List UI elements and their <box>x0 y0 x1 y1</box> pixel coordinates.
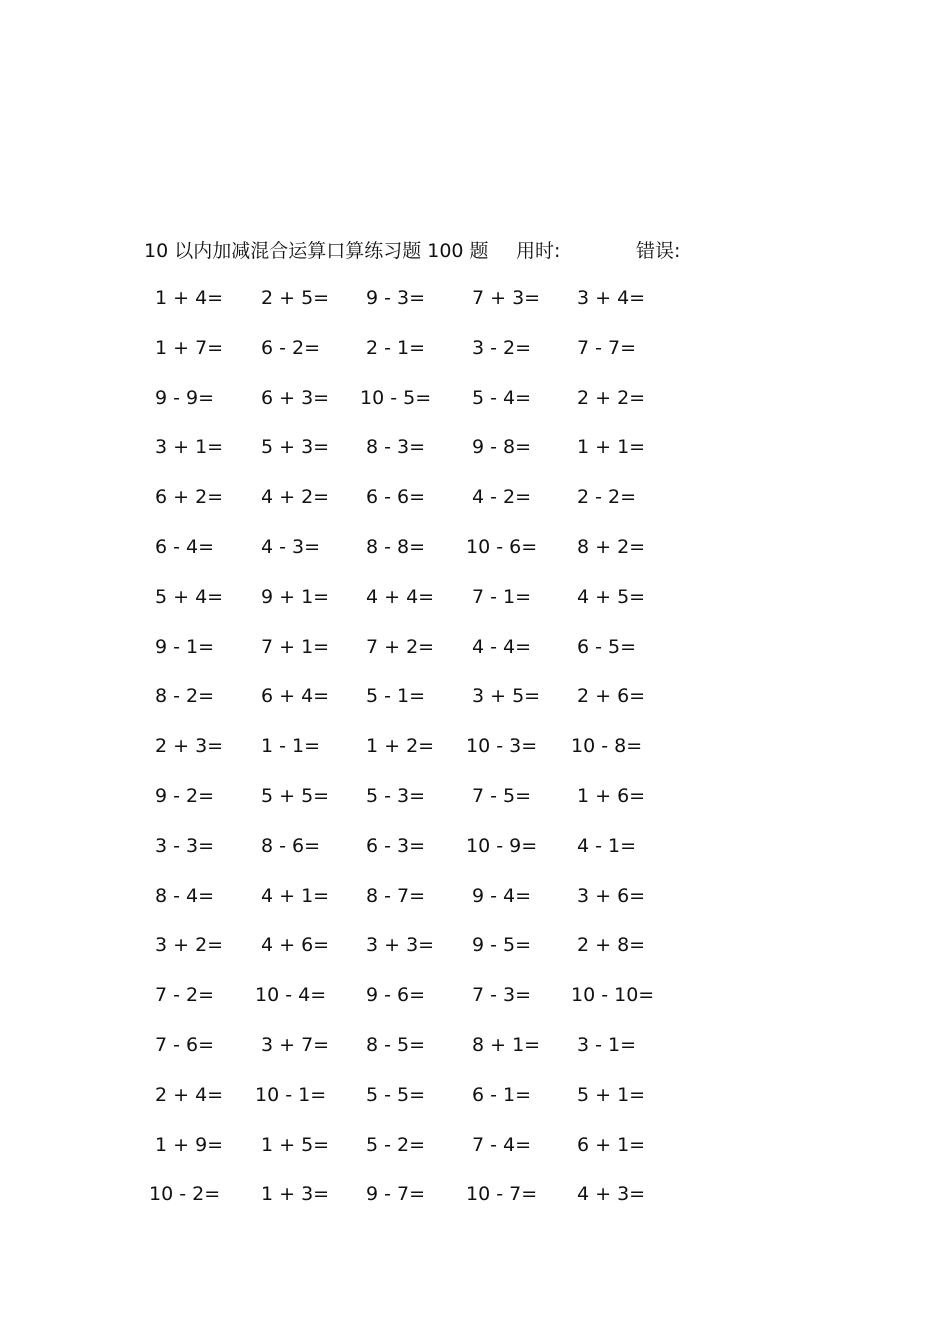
time-used-label: 用时: <box>516 240 561 262</box>
arithmetic-problem: 4 - 3= <box>261 535 321 558</box>
arithmetic-problem: 1 + 2= <box>366 735 435 758</box>
arithmetic-problem: 2 - 1= <box>366 336 426 359</box>
arithmetic-problem: 6 + 4= <box>261 685 330 708</box>
arithmetic-problem: 7 - 5= <box>472 784 532 807</box>
arithmetic-problem: 2 + 6= <box>577 685 646 708</box>
arithmetic-problem: 5 + 1= <box>577 1083 646 1106</box>
arithmetic-problem: 4 + 5= <box>577 585 646 608</box>
arithmetic-problem: 5 - 3= <box>366 784 426 807</box>
arithmetic-problem: 1 + 7= <box>155 336 224 359</box>
arithmetic-problem: 3 + 5= <box>472 685 541 708</box>
arithmetic-problem: 2 - 2= <box>577 486 637 509</box>
arithmetic-problem: 9 - 7= <box>366 1183 426 1206</box>
errors-label: 错误: <box>636 240 681 262</box>
problem-row <box>0 1079 950 1129</box>
arithmetic-problem: 9 - 5= <box>472 934 532 957</box>
arithmetic-problem: 10 - 2= <box>149 1183 221 1206</box>
arithmetic-problem: 8 + 2= <box>577 535 646 558</box>
arithmetic-problem: 5 - 5= <box>366 1083 426 1106</box>
arithmetic-problem: 10 - 7= <box>466 1183 538 1206</box>
arithmetic-problem: 6 - 5= <box>577 635 637 658</box>
arithmetic-problem: 7 - 4= <box>472 1133 532 1156</box>
problem-row <box>0 1029 950 1079</box>
arithmetic-problem: 7 - 3= <box>472 984 532 1007</box>
arithmetic-problem: 3 + 4= <box>577 287 646 309</box>
arithmetic-problem: 4 + 3= <box>577 1183 646 1206</box>
arithmetic-problem: 4 + 1= <box>261 884 330 907</box>
arithmetic-problem: 1 + 6= <box>577 784 646 807</box>
arithmetic-problem: 6 + 2= <box>155 486 224 509</box>
arithmetic-problem: 10 - 5= <box>360 386 432 409</box>
arithmetic-problem: 7 - 1= <box>472 585 532 608</box>
arithmetic-problem: 10 - 8= <box>571 735 643 758</box>
arithmetic-problem: 10 - 10= <box>571 984 655 1007</box>
arithmetic-problem: 9 - 4= <box>472 884 532 907</box>
arithmetic-problem: 3 - 2= <box>472 336 532 359</box>
arithmetic-problem: 6 - 1= <box>472 1083 532 1106</box>
arithmetic-problem: 10 - 4= <box>255 984 327 1007</box>
problem-row <box>0 780 950 830</box>
problem-row <box>0 830 950 880</box>
problem-row <box>0 1129 950 1179</box>
arithmetic-problem: 8 + 1= <box>472 1033 541 1056</box>
problem-grid <box>0 282 950 1228</box>
arithmetic-problem: 3 - 3= <box>155 834 215 857</box>
arithmetic-problem: 2 + 8= <box>577 934 646 957</box>
arithmetic-problem: 8 - 3= <box>366 436 426 459</box>
arithmetic-problem: 1 + 1= <box>577 436 646 459</box>
arithmetic-problem: 3 + 3= <box>366 934 435 957</box>
arithmetic-problem: 6 - 3= <box>366 834 426 857</box>
arithmetic-problem: 1 + 9= <box>155 1133 224 1156</box>
problem-row <box>0 332 950 382</box>
problem-row <box>0 1178 950 1228</box>
arithmetic-problem: 9 - 8= <box>472 436 532 459</box>
arithmetic-problem: 5 - 4= <box>472 386 532 409</box>
arithmetic-problem: 4 + 4= <box>366 585 435 608</box>
arithmetic-problem: 3 + 1= <box>155 436 224 459</box>
arithmetic-problem: 9 - 3= <box>366 287 426 309</box>
problem-row <box>0 382 950 432</box>
arithmetic-problem: 4 - 2= <box>472 486 532 509</box>
arithmetic-problem: 9 - 6= <box>366 984 426 1007</box>
arithmetic-problem: 5 - 1= <box>366 685 426 708</box>
arithmetic-problem: 5 + 5= <box>261 784 330 807</box>
arithmetic-problem: 6 - 4= <box>155 535 215 558</box>
problem-row <box>0 431 950 481</box>
arithmetic-problem: 3 + 7= <box>261 1033 330 1056</box>
problem-row <box>0 481 950 531</box>
arithmetic-problem: 1 + 3= <box>261 1183 330 1206</box>
arithmetic-problem: 3 + 6= <box>577 884 646 907</box>
arithmetic-problem: 5 - 2= <box>366 1133 426 1156</box>
arithmetic-problem: 2 + 3= <box>155 735 224 758</box>
arithmetic-problem: 9 - 9= <box>155 386 215 409</box>
arithmetic-problem: 9 + 1= <box>261 585 330 608</box>
arithmetic-problem: 10 - 9= <box>466 834 538 857</box>
problem-row <box>0 282 950 332</box>
problem-row <box>0 531 950 581</box>
arithmetic-problem: 8 - 4= <box>155 884 215 907</box>
arithmetic-problem: 9 - 1= <box>155 635 215 658</box>
arithmetic-problem: 9 - 2= <box>155 784 215 807</box>
arithmetic-problem: 1 - 1= <box>261 735 321 758</box>
arithmetic-problem: 2 + 2= <box>577 386 646 409</box>
problem-row <box>0 880 950 930</box>
problem-row <box>0 730 950 780</box>
arithmetic-problem: 5 + 4= <box>155 585 224 608</box>
arithmetic-problem: 7 - 6= <box>155 1033 215 1056</box>
arithmetic-problem: 4 + 2= <box>261 486 330 509</box>
arithmetic-problem: 2 + 5= <box>261 287 330 309</box>
arithmetic-problem: 3 + 2= <box>155 934 224 957</box>
arithmetic-problem: 8 - 5= <box>366 1033 426 1056</box>
arithmetic-problem: 6 + 3= <box>261 386 330 409</box>
arithmetic-problem: 4 - 4= <box>472 635 532 658</box>
arithmetic-problem: 1 + 4= <box>155 287 224 309</box>
worksheet-title: 10 以内加减混合运算口算练习题 100 题 <box>144 240 489 262</box>
arithmetic-problem: 2 + 4= <box>155 1083 224 1106</box>
arithmetic-problem: 7 + 2= <box>366 635 435 658</box>
arithmetic-problem: 8 - 6= <box>261 834 321 857</box>
problem-row <box>0 581 950 631</box>
arithmetic-problem: 1 + 5= <box>261 1133 330 1156</box>
problem-row <box>0 631 950 681</box>
arithmetic-problem: 7 - 7= <box>577 336 637 359</box>
arithmetic-problem: 6 - 2= <box>261 336 321 359</box>
arithmetic-problem: 7 + 3= <box>472 287 541 309</box>
problem-row <box>0 979 950 1029</box>
arithmetic-problem: 7 + 1= <box>261 635 330 658</box>
worksheet-header <box>0 236 950 264</box>
arithmetic-problem: 7 - 2= <box>155 984 215 1007</box>
arithmetic-problem: 8 - 8= <box>366 535 426 558</box>
arithmetic-problem: 6 - 6= <box>366 486 426 509</box>
arithmetic-problem: 10 - 1= <box>255 1083 327 1106</box>
arithmetic-problem: 8 - 2= <box>155 685 215 708</box>
arithmetic-problem: 4 + 6= <box>261 934 330 957</box>
arithmetic-problem: 10 - 3= <box>466 735 538 758</box>
arithmetic-problem: 10 - 6= <box>466 535 538 558</box>
problem-row <box>0 929 950 979</box>
arithmetic-problem: 3 - 1= <box>577 1033 637 1056</box>
arithmetic-problem: 4 - 1= <box>577 834 637 857</box>
arithmetic-problem: 6 + 1= <box>577 1133 646 1156</box>
arithmetic-problem: 8 - 7= <box>366 884 426 907</box>
arithmetic-problem: 5 + 3= <box>261 436 330 459</box>
problem-row <box>0 680 950 730</box>
